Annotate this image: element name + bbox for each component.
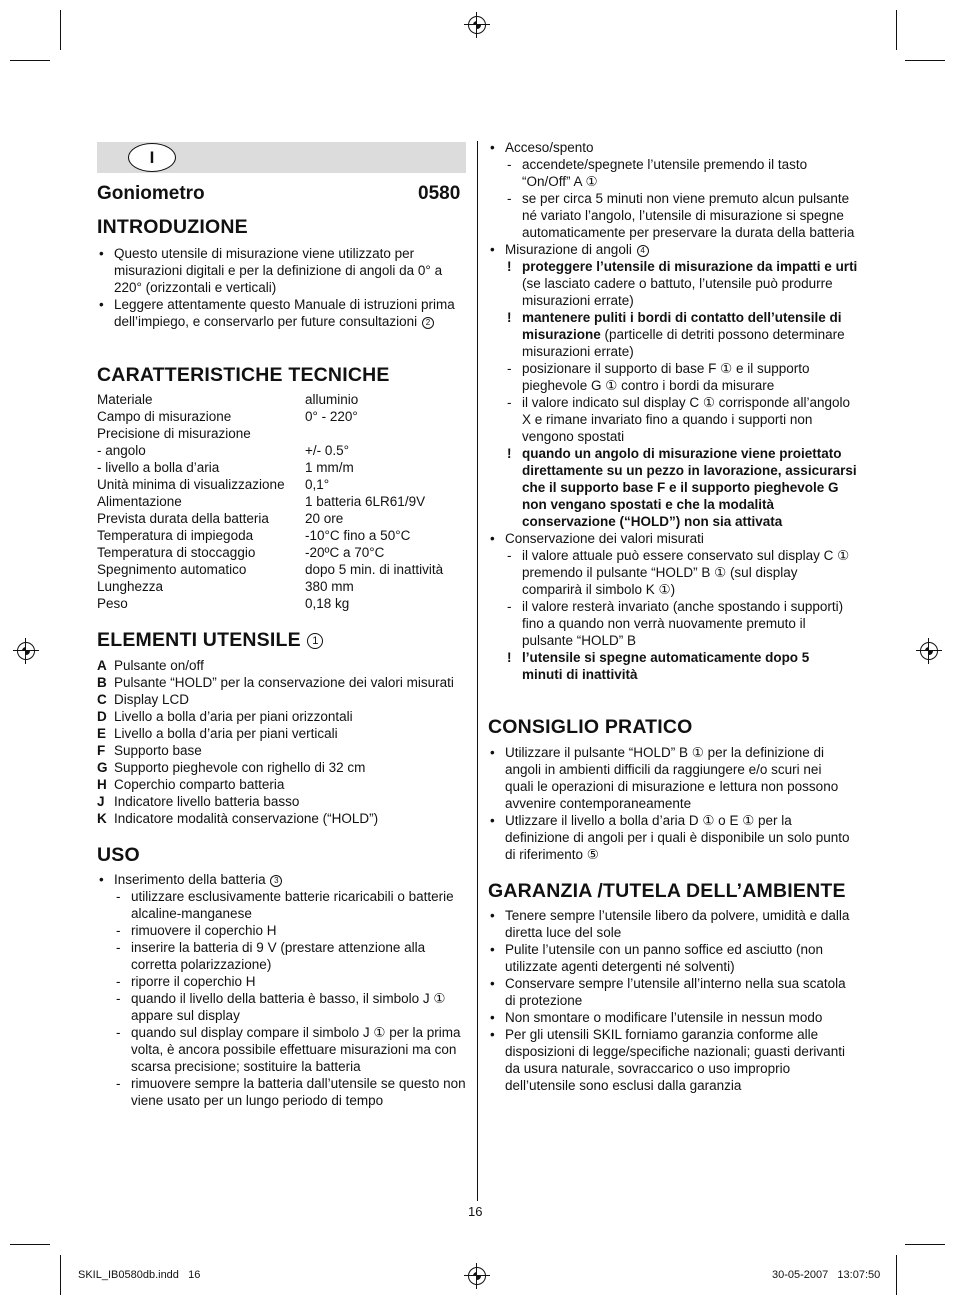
registration-mark-icon xyxy=(468,1267,486,1285)
list-item: • Per gli utensili SKIL forniamo garanzia conforme alle disposizioni di legge/specifiche nazionali; guasti derivanti da usura naturale, sovraccarico o uso improprio dell’utensile sono esclusi dalla garanzia xyxy=(488,1026,852,1094)
spec-value xyxy=(305,425,467,442)
element-text: Display LCD xyxy=(114,692,190,707)
tips-list xyxy=(488,744,852,863)
figure-ref: 4 xyxy=(637,245,649,257)
spec-value: -20ºC a 70°C xyxy=(305,545,385,560)
list-item: - utilizzare esclusivamente batterie ricaricabili o batterie alcaline-manganese xyxy=(97,888,467,922)
spec-label: Unità minima di visualizzazione xyxy=(97,477,285,492)
spec-label: - angolo xyxy=(97,443,146,458)
crop-mark xyxy=(905,60,945,61)
intro-heading: INTRODUZIONE xyxy=(97,216,248,238)
crop-mark xyxy=(10,60,50,61)
warranty-list xyxy=(488,907,852,1094)
battery-steps xyxy=(97,888,467,1109)
spec-row xyxy=(97,442,467,459)
list-item: - il valore resterà invariato (anche spostando i supporti) fino a quando non verrà nuovamente premuto il pulsante “HOLD” B xyxy=(488,598,858,649)
product-title: Goniometro xyxy=(97,183,205,204)
spec-row xyxy=(97,544,467,561)
language-badge: I xyxy=(128,143,176,172)
spec-label: Campo di misurazione xyxy=(97,409,232,424)
list-item: • Leggere attentamente questo Manuale di istruzioni prima dell’impiego, e conservarlo per future consultazioni 2 xyxy=(97,296,467,330)
spec-value: 1 mm/m xyxy=(305,460,354,475)
warranty-heading: GARANZIA /TUTELA DELL’AMBIENTE xyxy=(488,880,846,902)
specs-table xyxy=(97,391,467,612)
list-item: • Acceso/spento xyxy=(488,139,858,156)
list-item: • Utlizzare il livello a bolla d’aria D ① o E ① per la definizione di angoli per i quali è disponibile un solo punto di riferimento ⑤ xyxy=(488,812,852,863)
element-text: Livello a bolla d’aria per piani verticali xyxy=(114,726,338,741)
element-key: G xyxy=(97,760,108,775)
footer-file: SKIL_IB0580db.indd 16 xyxy=(78,1269,201,1281)
element-text: Supporto base xyxy=(114,743,202,758)
element-item xyxy=(97,691,469,708)
list-item: - il valore attuale può essere conservato sul display C ① premendo il pulsante “HOLD” B ① (sul display comparirà il simbolo K ①) xyxy=(488,547,858,598)
element-item xyxy=(97,657,469,674)
element-item xyxy=(97,810,469,827)
element-text: Pulsante “HOLD” per la conservazione dei valori misurati xyxy=(114,675,454,690)
spec-value: 1 batteria 6LR61/9V xyxy=(305,494,426,509)
spec-value: +/- 0.5° xyxy=(305,443,350,458)
spec-label: Temperatura di stoccaggio xyxy=(97,545,256,560)
spec-row xyxy=(97,425,467,442)
spec-row xyxy=(97,510,467,527)
spec-row xyxy=(97,561,467,578)
list-item: • Tenere sempre l’utensile libero da polvere, umidità e dalla diretta luce del sole xyxy=(488,907,852,941)
element-item xyxy=(97,776,469,793)
list-item: • Non smontare o modificare l’utensile in nessun modo xyxy=(488,1009,852,1026)
spec-value: alluminio xyxy=(305,392,359,407)
list-item: • Utilizzare il pulsante “HOLD” B ① per la definizione di angoli in ambienti difficili da raggiungere e/o scuri nei quali le operazioni di misurazione e lettura non possono avvenire contemporaneamente xyxy=(488,744,852,812)
list-item: - se per circa 5 minuti non viene premuto alcun pulsante né variato l’angolo, l’utensile di misurazione si spegne automaticamente per preservare la durata della batteria xyxy=(488,190,858,241)
right-column xyxy=(488,139,858,683)
crop-mark xyxy=(905,1244,945,1245)
list-item: - riporre il coperchio H xyxy=(97,973,467,990)
list-item: - inserire la batteria di 9 V (prestare attenzione alla corretta polarizzazione) xyxy=(97,939,467,973)
spec-value: 380 mm xyxy=(305,579,354,594)
list-item: - rimuovere il coperchio H xyxy=(97,922,467,939)
warning-item: ! mantenere puliti i bordi di contatto dell’utensile di misurazione (particelle di detriti possono determinare misurazioni errate) xyxy=(488,309,858,360)
figure-ref: 1 xyxy=(307,633,323,649)
page-number: 16 xyxy=(468,1204,483,1219)
spec-label: Peso xyxy=(97,596,128,611)
spec-row xyxy=(97,578,467,595)
element-text: Indicatore livello batteria basso xyxy=(114,794,300,809)
spec-label: Temperatura di impiegoda xyxy=(97,528,254,543)
element-key: J xyxy=(97,794,105,809)
spec-value: dopo 5 min. di inattività xyxy=(305,562,444,577)
spec-row xyxy=(97,493,467,510)
registration-mark-icon xyxy=(920,642,938,660)
crop-mark xyxy=(60,1255,61,1295)
list-item: • Misurazione di angoli 4 xyxy=(488,241,858,258)
list-item: • Conservazione dei valori misurati xyxy=(488,530,858,547)
element-item xyxy=(97,742,469,759)
spec-value: 0° - 220° xyxy=(305,409,358,424)
element-key: C xyxy=(97,692,107,707)
warning-item: ! quando un angolo di misurazione viene proiettato direttamente su un pezzo in lavorazione, assicurarsi che il supporto base F e il supporto pieghevole G non vengano spostati e che la modalità conservazione (“HOLD”) non sia attivata xyxy=(488,445,858,530)
list-item: • Conservare sempre l’utensile all’interno nella sua scatola di protezione xyxy=(488,975,852,1009)
spec-row xyxy=(97,459,467,476)
element-key: K xyxy=(97,811,107,826)
element-text: Supporto pieghevole con righello di 32 cm xyxy=(114,760,366,775)
column-divider xyxy=(477,141,478,1201)
spec-label: Prevista durata della batteria xyxy=(97,511,269,526)
tips-heading: CONSIGLIO PRATICO xyxy=(488,716,693,738)
elements-heading: ELEMENTI UTENSILE 1 xyxy=(97,629,323,652)
list-item: • Inserimento della batteria 3 xyxy=(97,871,467,888)
list-item: - quando sul display compare il simbolo J ① per la prima volta, è ancora possibile effettuare misurazioni ma con scarsa precisione; sostituire la batteria xyxy=(97,1024,467,1075)
spec-value: -10°C fino a 50°C xyxy=(305,528,411,543)
spec-label: Materiale xyxy=(97,392,153,407)
spec-label: Lunghezza xyxy=(97,579,164,594)
spec-row xyxy=(97,595,467,612)
warning-item: ! proteggere l’utensile di misurazione da impatti e urti (se lasciato cadere o battuto, l’utensile può produrre misurazioni errate) xyxy=(488,258,858,309)
crop-mark xyxy=(60,10,61,50)
element-key: A xyxy=(97,658,107,673)
spec-row xyxy=(97,476,467,493)
element-item xyxy=(97,708,469,725)
uso-list xyxy=(97,871,467,888)
element-text: Livello a bolla d’aria per piani orizzontali xyxy=(114,709,353,724)
crop-mark xyxy=(896,10,897,50)
element-key: B xyxy=(97,675,107,690)
spec-row xyxy=(97,391,467,408)
element-key: H xyxy=(97,777,107,792)
figure-ref: 2 xyxy=(422,317,434,329)
crop-mark xyxy=(896,1255,897,1295)
element-text: Coperchio comparto batteria xyxy=(114,777,285,792)
element-text: Indicatore modalità conservazione (“HOLD”) xyxy=(114,811,379,826)
list-item: - il valore indicato sul display C ① corrisponde all’angolo X e rimane invariato fino a quando i supporti non vengono spostati xyxy=(488,394,858,445)
product-code: 0580 xyxy=(418,183,461,204)
spec-value: 0,18 kg xyxy=(305,596,350,611)
element-item xyxy=(97,793,469,810)
registration-mark-icon xyxy=(468,16,486,34)
list-item: • Questo utensile di misurazione viene utilizzato per misurazioni digitali e per la definizione di angoli da 0° a 220° (orizzontali e verticali) xyxy=(97,245,467,296)
element-item xyxy=(97,725,469,742)
list-item: - posizionare il supporto di base F ① e il supporto pieghevole G ① contro i bordi da misurare xyxy=(488,360,858,394)
spec-value: 0,1° xyxy=(305,477,330,492)
list-item: • Pulite l’utensile con un panno soffice ed asciutto (non utilizzate agenti detergenti né solventi) xyxy=(488,941,852,975)
list-item: - rimuovere sempre la batteria dall’utensile se questo non viene usato per un lungo periodo di tempo xyxy=(97,1075,467,1109)
element-item xyxy=(97,759,469,776)
crop-mark xyxy=(10,1244,50,1245)
spec-value: 20 ore xyxy=(305,511,344,526)
elements-list xyxy=(97,657,469,827)
element-text: Pulsante on/off xyxy=(114,658,204,673)
list-item: - accendete/spegnete l’utensile premendo il tasto “On/Off” A ① xyxy=(488,156,858,190)
element-key: D xyxy=(97,709,107,724)
figure-ref: 3 xyxy=(270,875,282,887)
warning-item: ! l’utensile si spegne automaticamente dopo 5 minuti di inattività xyxy=(488,649,858,683)
spec-label: - livello a bolla d’aria xyxy=(97,460,220,475)
spec-row xyxy=(97,408,467,425)
footer-datetime: 30-05-2007 13:07:50 xyxy=(772,1269,881,1281)
spec-label: Spegnimento automatico xyxy=(97,562,247,577)
spec-row xyxy=(97,527,467,544)
spec-label: Alimentazione xyxy=(97,494,182,509)
spec-label: Precisione di misurazione xyxy=(97,426,251,441)
uso-heading: USO xyxy=(97,844,140,866)
element-key: E xyxy=(97,726,107,741)
registration-mark-icon xyxy=(17,642,35,660)
intro-list xyxy=(97,245,467,330)
specs-heading: CARATTERISTICHE TECNICHE xyxy=(97,364,390,386)
element-item xyxy=(97,674,469,691)
element-key: F xyxy=(97,743,106,758)
list-item: - quando il livello della batteria è basso, il simbolo J ① appare sul display xyxy=(97,990,467,1024)
